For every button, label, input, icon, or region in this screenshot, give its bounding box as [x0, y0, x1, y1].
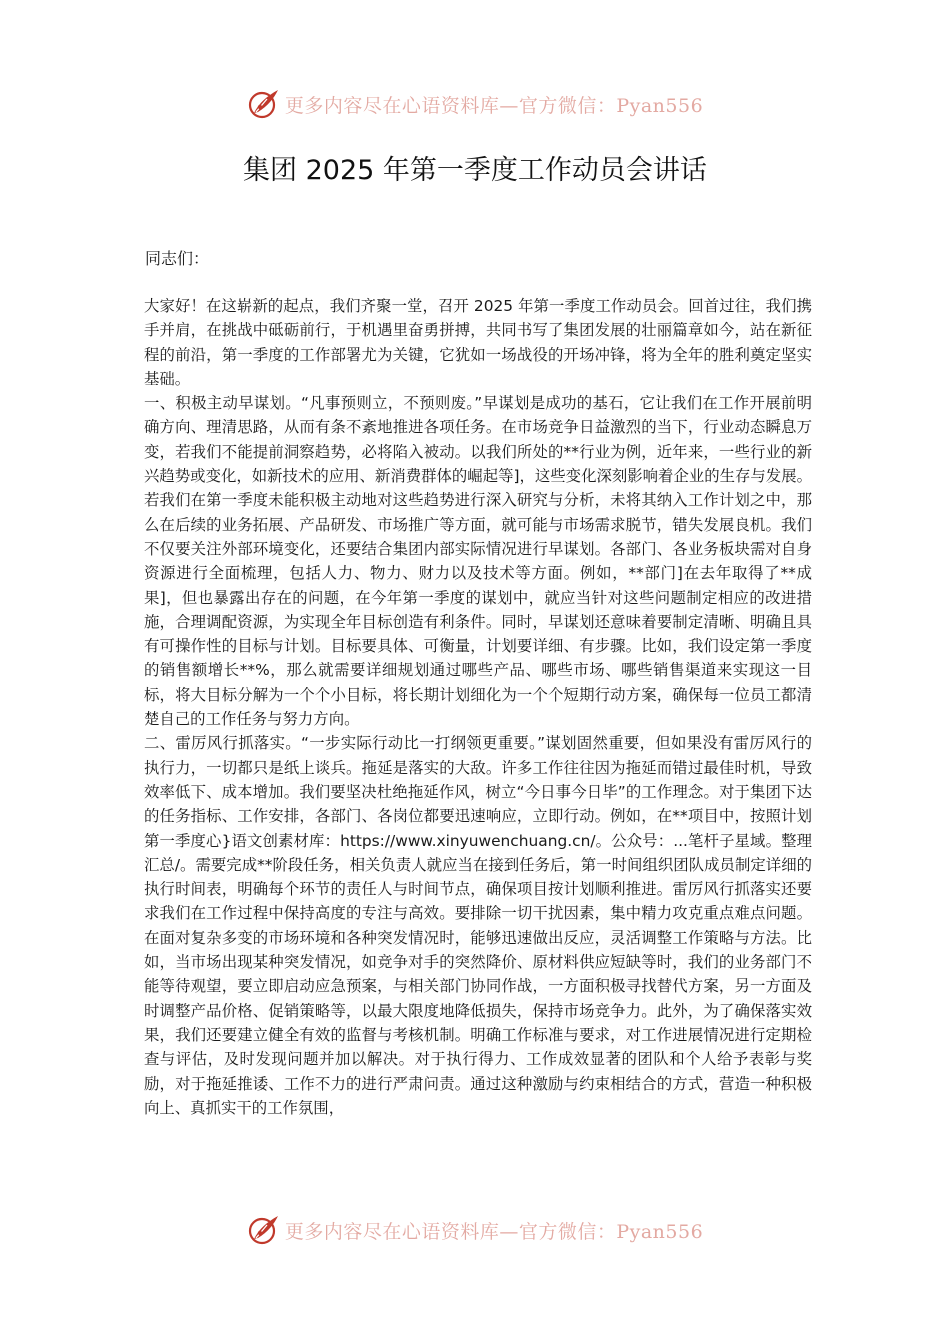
watermark-text: 更多内容尽在心语资料库—官方微信：Pyan556 [284, 94, 704, 117]
document-title: 集团 2025 年第一季度工作动员会讲话 [243, 155, 707, 186]
quill-logo-icon [247, 1213, 281, 1247]
quill-logo-icon [247, 87, 281, 121]
header-watermark-banner [0, 84, 950, 124]
paragraph-intro: 大家好！在这崭新的起点，我们齐聚一堂，召开 2025 年第一季度工作动员会。回首过往，我们携手并肩，在挑战中砥砺前行，于机遇里奋勇拼搏，共同书写了集团发展的壮丽篇章如今，站在新征程的前沿，第一季度的工作部署尤为关键，它犹如一场战役的开场冲锋，将为全年的胜利奠定坚实基础。 [144, 297, 812, 388]
footer-watermark-banner [0, 1210, 950, 1250]
watermark-text: 更多内容尽在心语资料库—官方微信：Pyan556 [284, 1220, 704, 1243]
greeting: 同志们： [145, 249, 210, 268]
paragraph-section-two: 二、雷厉风行抓落实。“一步实际行动比一打纲领更重要。”谋划固然重要，但如果没有雷厉风行的执行力，一切都只是纸上谈兵。拖延是落实的大敌。许多工作往往因为拖延而错过最佳时机，导致效率低下、成本增加。我们要坚决杜绝拖延作风，树立“今日事今日毕”的工作理念。对于集团下达的任务指标、工作安排，各部门、各岗位都要迅速响应，立即行动。例如，在**项目中，按照计划第一季度心}语文创素材库：https://www.xinyuwenchuang.cn/。公众号：...笔杆子星域。整理汇总/。需要完成**阶段任务，相关负责人就应当在接到任务后，第一时间组织团队成员制定详细的执行时间表，明确每个环节的责任人与时间节点，确保项目按计划顺利推进。雷厉风行抓落实还要求我们在工作过程中保持高度的专注与高效。要排除一切干扰因素，集中精力攻克重点难点问题。在面对复杂多变的市场环境和各种突发情况时，能够迅速做出反应，灵活调整工作策略与方法。比如，当市场出现某种突发情况，如竞争对手的突然降价、原材料供应短缺等时，我们的业务部门不能等待观望，要立即启动应急预案，与相关部门协同作战，一方面积极寻找替代方案，另一方面及时调整产品价格、促销策略等，以最大限度地降低损失，保持市场竞争力。此外，为了确保落实效果，我们还要建立健全有效的监督与考核机制。明确工作标准与要求，对工作进展情况进行定期检查与评估，及时发现问题并加以解决。对于执行得力、工作成效显著的团队和个人给予表彰与奖励，对于拖延推诿、工作不力的进行严肃问责。通过这种激励与约束相结合的方式，营造一种积极向上、真抓实干的工作氛围， [144, 734, 812, 1117]
document-body [144, 294, 812, 1120]
paragraph-section-one: 一、积极主动早谋划。“凡事预则立，不预则废。”早谋划是成功的基石，它让我们在工作开展前明确方向、理清思路，从而有条不紊地推进各项任务。在市场竞争日益激烈的当下，行业动态瞬息万变，若我们不能提前洞察趋势，必将陷入被动。以我们所处的**行业为例，近年来，一些行业的新兴趋势或变化，如新技术的应用、新消费群体的崛起等]，这些变化深刻影响着企业的生存与发展。若我们在第一季度未能积极主动地对这些趋势进行深入研究与分析，未将其纳入工作计划之中，那么在后续的业务拓展、产品研发、市场推广等方面，就可能与市场需求脱节，错失发展良机。我们不仅要关注外部环境变化，还要结合集团内部实际情况进行早谋划。各部门、各业务板块需对自身资源进行全面梳理，包括人力、物力、财力以及技术等方面。例如，**部门]在去年取得了**成果]，但也暴露出存在的问题，在今年第一季度的谋划中，就应当针对这些问题制定相应的改进措施，合理调配资源，为实现全年目标创造有利条件。同时，早谋划还意味着要制定清晰、明确且具有可操作性的目标与计划。目标要具体、可衡量，计划要详细、有步骤。比如，我们设定第一季度的销售额增长**%，那么就需要详细规划通过哪些产品、哪些市场、哪些销售渠道来实现这一目标，将大目标分解为一个个小目标，将长期计划细化为一个个短期行动方案，确保每一位员工都清楚自己的工作任务与努力方向。 [144, 394, 812, 729]
